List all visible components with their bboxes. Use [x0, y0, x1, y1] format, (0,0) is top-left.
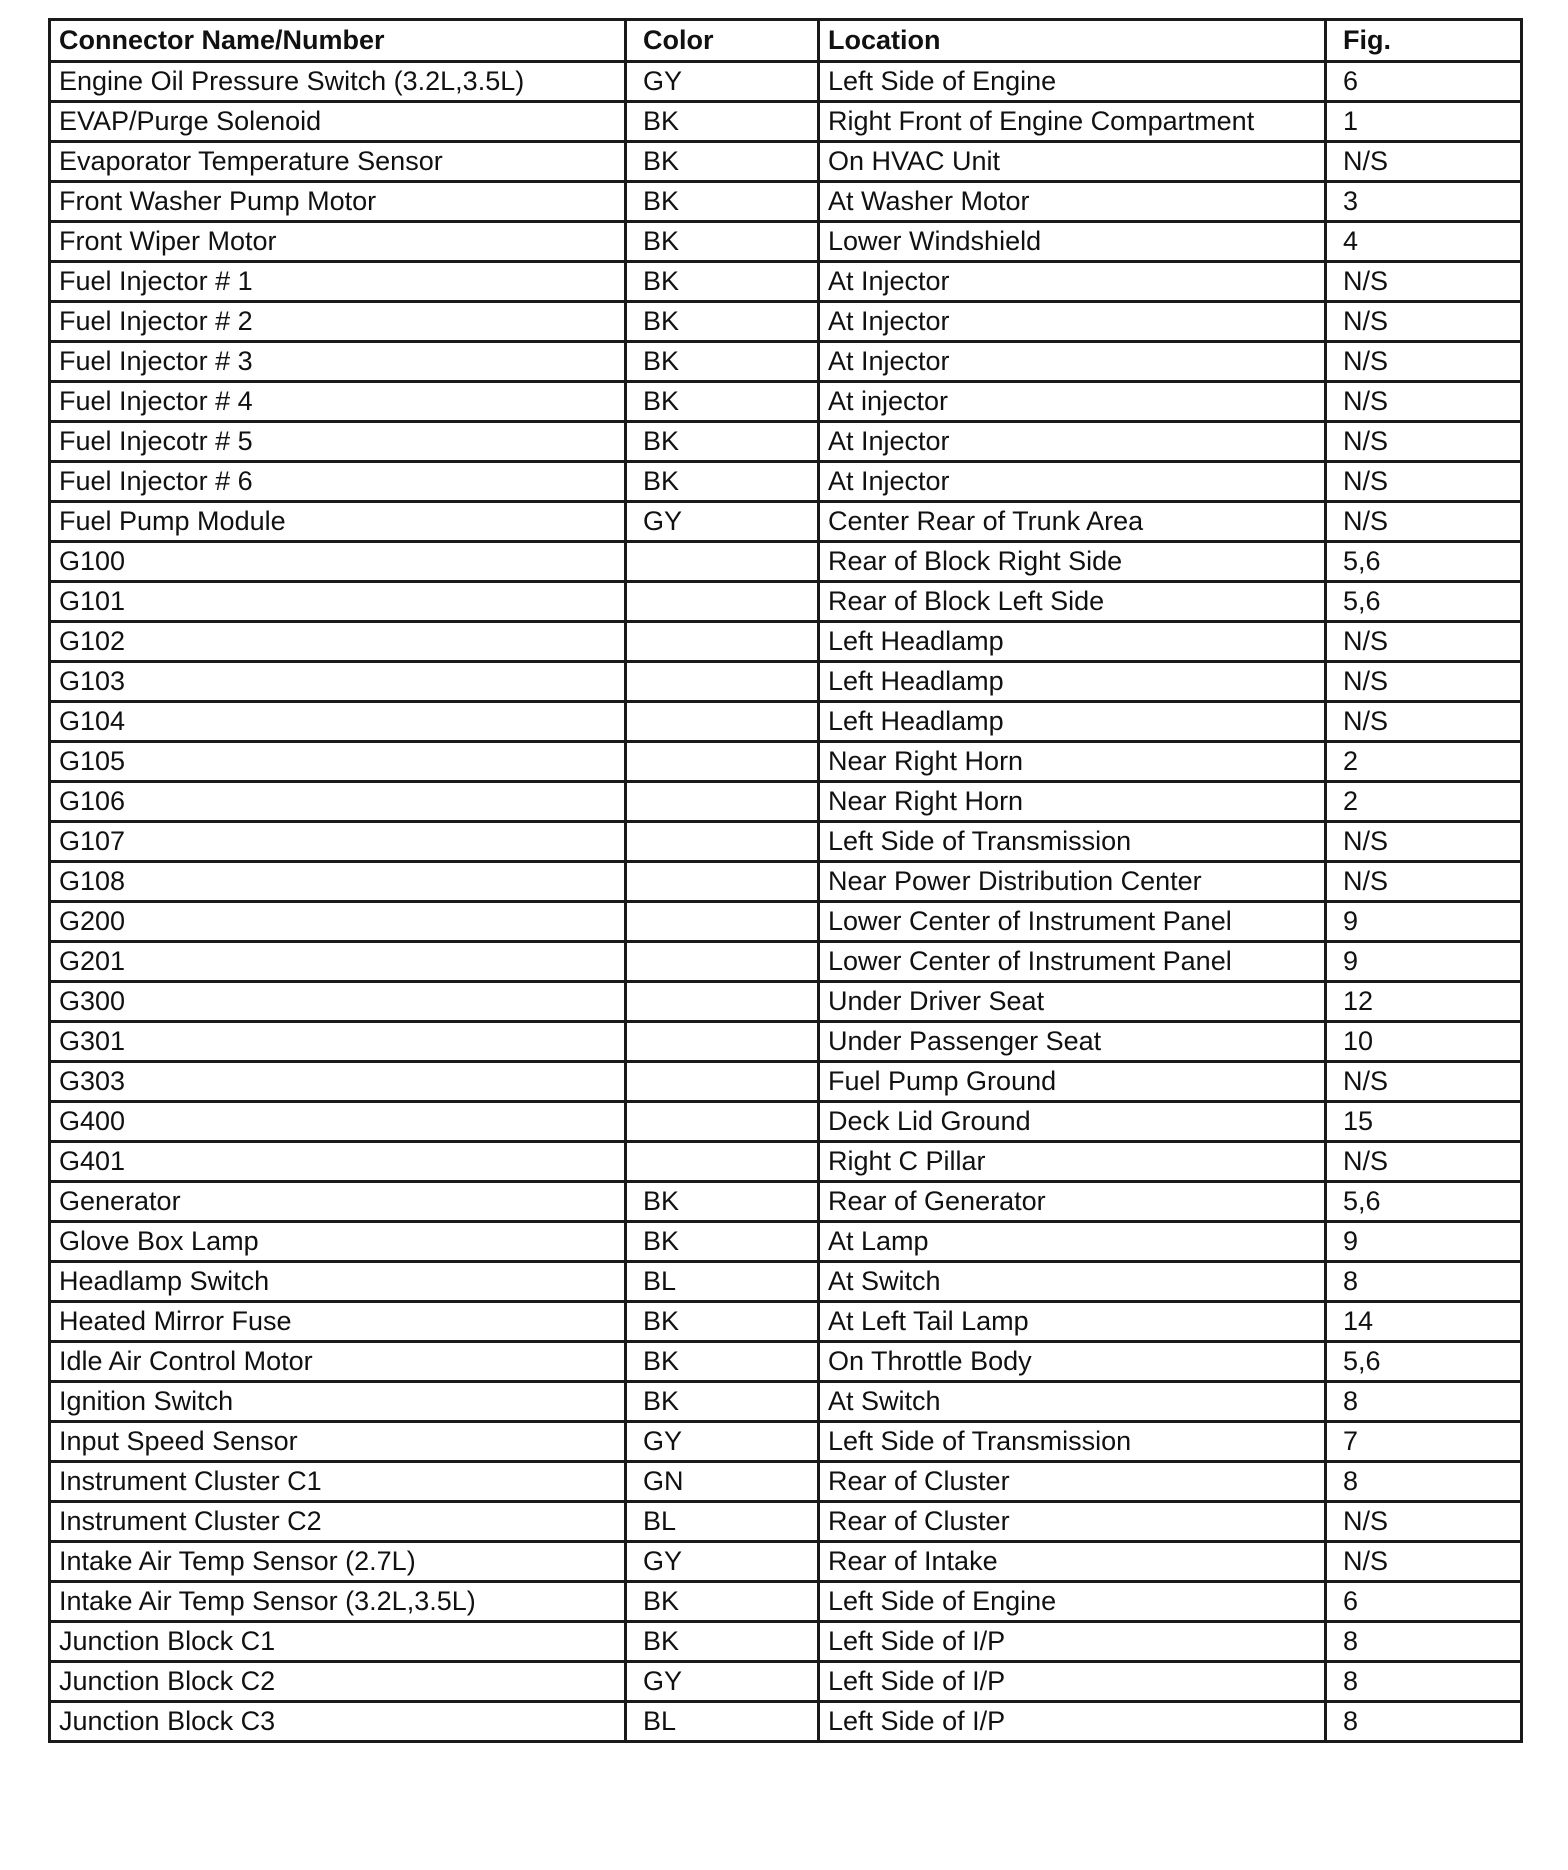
cell-location: Left Side of Engine: [819, 1582, 1326, 1622]
cell-connector-name: Fuel Injector # 1: [50, 262, 626, 302]
cell-color: BK: [626, 302, 819, 342]
cell-fig: 5,6: [1326, 582, 1522, 622]
cell-fig: N/S: [1326, 862, 1522, 902]
cell-color: [626, 862, 819, 902]
cell-color: [626, 902, 819, 942]
cell-fig: 3: [1326, 182, 1522, 222]
cell-color: [626, 782, 819, 822]
cell-fig: 8: [1326, 1702, 1522, 1742]
cell-color: [626, 982, 819, 1022]
cell-location: At Switch: [819, 1382, 1326, 1422]
cell-color: BK: [626, 1182, 819, 1222]
cell-fig: N/S: [1326, 422, 1522, 462]
table-header-row: [50, 20, 1522, 62]
cell-location: At Washer Motor: [819, 182, 1326, 222]
cell-location: Near Right Horn: [819, 742, 1326, 782]
cell-fig: N/S: [1326, 502, 1522, 542]
connector-table: [48, 18, 1523, 1743]
cell-connector-name: G105: [50, 742, 626, 782]
table-row: [50, 582, 1522, 622]
cell-connector-name: Instrument Cluster C2: [50, 1502, 626, 1542]
cell-color: GY: [626, 502, 819, 542]
cell-fig: 9: [1326, 1222, 1522, 1262]
table-row: [50, 1462, 1522, 1502]
cell-connector-name: Fuel Injector # 3: [50, 342, 626, 382]
cell-fig: 4: [1326, 222, 1522, 262]
cell-color: [626, 622, 819, 662]
cell-color: [626, 1022, 819, 1062]
table-row: [50, 1342, 1522, 1382]
cell-fig: 5,6: [1326, 1342, 1522, 1382]
cell-connector-name: Evaporator Temperature Sensor: [50, 142, 626, 182]
cell-connector-name: Fuel Injector # 2: [50, 302, 626, 342]
cell-color: [626, 822, 819, 862]
table-row: [50, 1302, 1522, 1342]
cell-location: At Switch: [819, 1262, 1326, 1302]
cell-fig: N/S: [1326, 1502, 1522, 1542]
cell-connector-name: G200: [50, 902, 626, 942]
cell-connector-name: G103: [50, 662, 626, 702]
cell-color: BK: [626, 1222, 819, 1262]
cell-location: Near Power Distribution Center: [819, 862, 1326, 902]
table-row: [50, 262, 1522, 302]
header-color: Color: [626, 20, 819, 62]
cell-location: Rear of Block Left Side: [819, 582, 1326, 622]
cell-connector-name: Fuel Pump Module: [50, 502, 626, 542]
cell-fig: 8: [1326, 1462, 1522, 1502]
cell-location: Right C Pillar: [819, 1142, 1326, 1182]
cell-color: BK: [626, 262, 819, 302]
table-row: [50, 302, 1522, 342]
cell-connector-name: Fuel Injecotr # 5: [50, 422, 626, 462]
cell-fig: 14: [1326, 1302, 1522, 1342]
table-row: [50, 342, 1522, 382]
cell-location: Left Side of I/P: [819, 1702, 1326, 1742]
cell-fig: N/S: [1326, 1142, 1522, 1182]
cell-color: GY: [626, 62, 819, 102]
cell-location: Right Front of Engine Compartment: [819, 102, 1326, 142]
cell-connector-name: Junction Block C3: [50, 1702, 626, 1742]
cell-fig: 6: [1326, 62, 1522, 102]
table-row: [50, 1422, 1522, 1462]
cell-fig: 12: [1326, 982, 1522, 1022]
table-row: [50, 1382, 1522, 1422]
cell-location: Rear of Cluster: [819, 1502, 1326, 1542]
cell-location: At Lamp: [819, 1222, 1326, 1262]
table-row: [50, 1182, 1522, 1222]
cell-connector-name: Fuel Injector # 6: [50, 462, 626, 502]
header-connector-name: Connector Name/Number: [50, 20, 626, 62]
cell-location: Left Side of I/P: [819, 1622, 1326, 1662]
cell-location: Lower Center of Instrument Panel: [819, 942, 1326, 982]
cell-color: [626, 1142, 819, 1182]
cell-color: BL: [626, 1262, 819, 1302]
table-row: [50, 702, 1522, 742]
cell-location: At injector: [819, 382, 1326, 422]
table-row: [50, 102, 1522, 142]
cell-fig: 5,6: [1326, 1182, 1522, 1222]
cell-connector-name: G303: [50, 1062, 626, 1102]
connector-table-sheet: [48, 18, 1520, 1743]
cell-location: Fuel Pump Ground: [819, 1062, 1326, 1102]
cell-fig: N/S: [1326, 1062, 1522, 1102]
table-row: [50, 1262, 1522, 1302]
cell-fig: 7: [1326, 1422, 1522, 1462]
cell-fig: N/S: [1326, 702, 1522, 742]
cell-connector-name: Idle Air Control Motor: [50, 1342, 626, 1382]
table-row: [50, 382, 1522, 422]
cell-color: [626, 662, 819, 702]
table-row: [50, 662, 1522, 702]
cell-location: Rear of Block Right Side: [819, 542, 1326, 582]
table-row: [50, 1662, 1522, 1702]
cell-color: [626, 742, 819, 782]
cell-location: Left Headlamp: [819, 622, 1326, 662]
cell-location: Center Rear of Trunk Area: [819, 502, 1326, 542]
cell-location: At Injector: [819, 342, 1326, 382]
cell-color: BK: [626, 1622, 819, 1662]
table-row: [50, 542, 1522, 582]
cell-location: Rear of Intake: [819, 1542, 1326, 1582]
cell-connector-name: G201: [50, 942, 626, 982]
cell-fig: 2: [1326, 782, 1522, 822]
cell-connector-name: Instrument Cluster C1: [50, 1462, 626, 1502]
table-row: [50, 1022, 1522, 1062]
cell-fig: 6: [1326, 1582, 1522, 1622]
table-row: [50, 742, 1522, 782]
table-row: [50, 1142, 1522, 1182]
cell-location: Left Side of I/P: [819, 1662, 1326, 1702]
cell-fig: 8: [1326, 1622, 1522, 1662]
cell-location: Left Headlamp: [819, 662, 1326, 702]
table-row: [50, 1502, 1522, 1542]
cell-connector-name: G107: [50, 822, 626, 862]
cell-fig: N/S: [1326, 142, 1522, 182]
cell-location: Left Headlamp: [819, 702, 1326, 742]
header-fig: Fig.: [1326, 20, 1522, 62]
cell-connector-name: G108: [50, 862, 626, 902]
cell-connector-name: G104: [50, 702, 626, 742]
cell-color: BL: [626, 1502, 819, 1542]
cell-fig: N/S: [1326, 382, 1522, 422]
table-row: [50, 462, 1522, 502]
cell-fig: 10: [1326, 1022, 1522, 1062]
cell-connector-name: Engine Oil Pressure Switch (3.2L,3.5L): [50, 62, 626, 102]
cell-location: On Throttle Body: [819, 1342, 1326, 1382]
table-row: [50, 782, 1522, 822]
cell-color: BK: [626, 1342, 819, 1382]
cell-color: GY: [626, 1542, 819, 1582]
cell-location: At Injector: [819, 462, 1326, 502]
cell-color: [626, 542, 819, 582]
cell-color: BK: [626, 1582, 819, 1622]
cell-connector-name: Junction Block C2: [50, 1662, 626, 1702]
cell-fig: 9: [1326, 942, 1522, 982]
table-row: [50, 982, 1522, 1022]
cell-fig: 5,6: [1326, 542, 1522, 582]
table-row: [50, 62, 1522, 102]
cell-connector-name: G401: [50, 1142, 626, 1182]
table-row: [50, 1622, 1522, 1662]
cell-fig: N/S: [1326, 302, 1522, 342]
table-row: [50, 1582, 1522, 1622]
cell-location: On HVAC Unit: [819, 142, 1326, 182]
cell-connector-name: Front Washer Pump Motor: [50, 182, 626, 222]
cell-color: [626, 702, 819, 742]
cell-fig: 1: [1326, 102, 1522, 142]
cell-location: Near Right Horn: [819, 782, 1326, 822]
cell-color: BK: [626, 342, 819, 382]
cell-connector-name: Input Speed Sensor: [50, 1422, 626, 1462]
cell-color: [626, 942, 819, 982]
cell-location: At Injector: [819, 422, 1326, 462]
cell-fig: N/S: [1326, 822, 1522, 862]
cell-location: At Injector: [819, 302, 1326, 342]
table-row: [50, 422, 1522, 462]
cell-color: GY: [626, 1662, 819, 1702]
cell-connector-name: Front Wiper Motor: [50, 222, 626, 262]
cell-fig: 8: [1326, 1662, 1522, 1702]
cell-color: [626, 1102, 819, 1142]
cell-color: BK: [626, 382, 819, 422]
cell-location: Lower Center of Instrument Panel: [819, 902, 1326, 942]
cell-fig: N/S: [1326, 342, 1522, 382]
cell-connector-name: Glove Box Lamp: [50, 1222, 626, 1262]
cell-connector-name: G100: [50, 542, 626, 582]
table-body: [50, 62, 1522, 1742]
table-row: [50, 1102, 1522, 1142]
cell-connector-name: Ignition Switch: [50, 1382, 626, 1422]
cell-connector-name: Headlamp Switch: [50, 1262, 626, 1302]
cell-color: BK: [626, 182, 819, 222]
cell-fig: 8: [1326, 1262, 1522, 1302]
cell-fig: 15: [1326, 1102, 1522, 1142]
table-row: [50, 942, 1522, 982]
cell-fig: N/S: [1326, 1542, 1522, 1582]
cell-location: Left Side of Engine: [819, 62, 1326, 102]
table-row: [50, 502, 1522, 542]
cell-color: BK: [626, 222, 819, 262]
cell-location: At Injector: [819, 262, 1326, 302]
cell-location: Deck Lid Ground: [819, 1102, 1326, 1142]
cell-color: GN: [626, 1462, 819, 1502]
cell-color: BK: [626, 422, 819, 462]
cell-connector-name: Junction Block C1: [50, 1622, 626, 1662]
table-row: [50, 142, 1522, 182]
cell-location: Under Driver Seat: [819, 982, 1326, 1022]
cell-color: BK: [626, 142, 819, 182]
cell-fig: 2: [1326, 742, 1522, 782]
cell-location: At Left Tail Lamp: [819, 1302, 1326, 1342]
cell-connector-name: Intake Air Temp Sensor (3.2L,3.5L): [50, 1582, 626, 1622]
cell-fig: 8: [1326, 1382, 1522, 1422]
cell-fig: N/S: [1326, 622, 1522, 662]
cell-connector-name: Intake Air Temp Sensor (2.7L): [50, 1542, 626, 1582]
cell-connector-name: Heated Mirror Fuse: [50, 1302, 626, 1342]
table-row: [50, 862, 1522, 902]
cell-color: BK: [626, 1302, 819, 1342]
cell-color: BK: [626, 1382, 819, 1422]
cell-color: BK: [626, 462, 819, 502]
table-row: [50, 1702, 1522, 1742]
cell-color: GY: [626, 1422, 819, 1462]
cell-fig: N/S: [1326, 662, 1522, 702]
cell-location: Rear of Cluster: [819, 1462, 1326, 1502]
cell-color: [626, 1062, 819, 1102]
cell-connector-name: G101: [50, 582, 626, 622]
header-location: Location: [819, 20, 1326, 62]
cell-connector-name: EVAP/Purge Solenoid: [50, 102, 626, 142]
cell-connector-name: Generator: [50, 1182, 626, 1222]
cell-connector-name: Fuel Injector # 4: [50, 382, 626, 422]
cell-location: Left Side of Transmission: [819, 1422, 1326, 1462]
cell-location: Left Side of Transmission: [819, 822, 1326, 862]
cell-color: BK: [626, 102, 819, 142]
table-row: [50, 182, 1522, 222]
table-row: [50, 902, 1522, 942]
cell-connector-name: G102: [50, 622, 626, 662]
cell-fig: N/S: [1326, 462, 1522, 502]
table-row: [50, 622, 1522, 662]
table-row: [50, 222, 1522, 262]
table-row: [50, 1222, 1522, 1262]
cell-connector-name: G301: [50, 1022, 626, 1062]
cell-location: Lower Windshield: [819, 222, 1326, 262]
cell-location: Rear of Generator: [819, 1182, 1326, 1222]
table-row: [50, 1062, 1522, 1102]
cell-color: [626, 582, 819, 622]
table-row: [50, 822, 1522, 862]
cell-color: BL: [626, 1702, 819, 1742]
cell-connector-name: G106: [50, 782, 626, 822]
cell-fig: 9: [1326, 902, 1522, 942]
cell-location: Under Passenger Seat: [819, 1022, 1326, 1062]
cell-fig: N/S: [1326, 262, 1522, 302]
cell-connector-name: G300: [50, 982, 626, 1022]
cell-connector-name: G400: [50, 1102, 626, 1142]
table-row: [50, 1542, 1522, 1582]
